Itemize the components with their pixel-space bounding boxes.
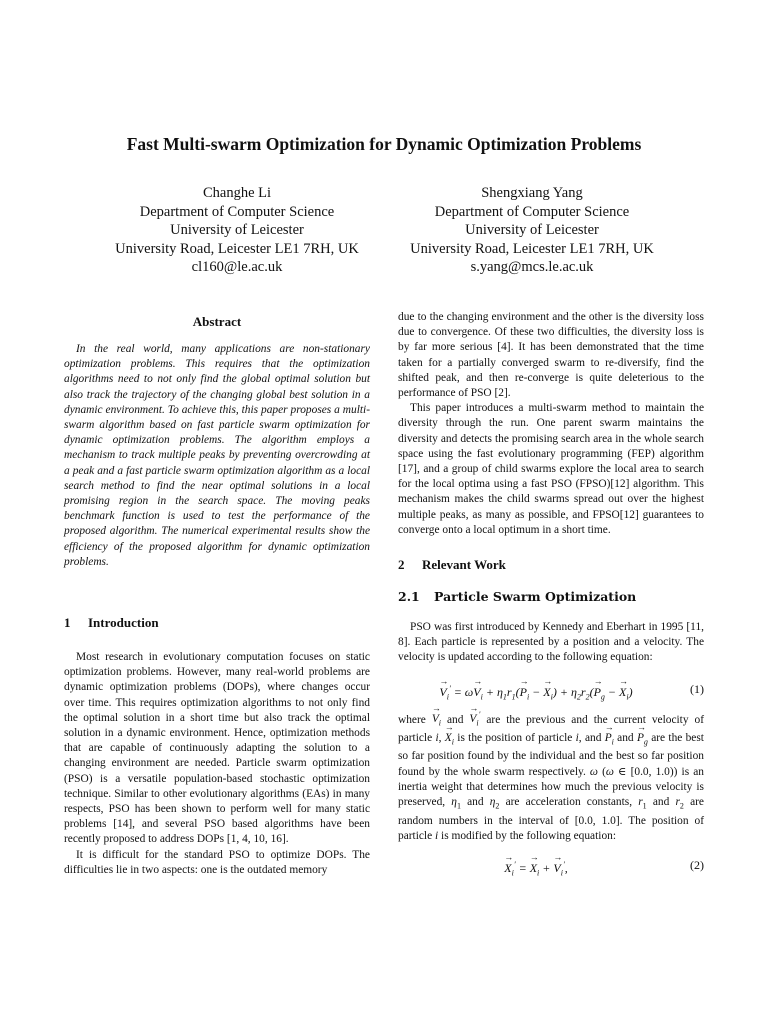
section-heading-introduction [64, 614, 370, 632]
section-title: Relevant Work [422, 557, 506, 573]
abstract-text: In the real world, many applications are non-stationary optimization problems. This requires that the optimization algorithms need to not only find the global optimal solution but also track the trajectory of the changing global best solution in a dynamic environment. To achieve this, this paper proposes a multi-swarm algorithm based on fast particle swarm optimization for dynamic optimization problems. The algorithm employs a mechanism to track multiple peaks by preventing overcrowding at a peak and a fast particle swarm optimization algorithm as a local search method to find the near optimal solutions in a local promising region in the search space. The moving peaks benchmark function is used to test the performance of the proposed algorithm. The numerical experimental results show the efficiency of the proposed algorithm for dynamic optimization problems. [64, 343, 370, 568]
author-name: Shengxiang Yang [481, 185, 583, 201]
intro-paragraph-2-continued: due to the changing environment and the other is the diversity loss due to convergence. Of these two difficulties, the diversity loss is by far more serious [4]. It has been demonstrated that the time taken for a partially converged swarm to re-diversify, find the shifted peak, and then re-converge is quite deleterious to the performance of PSO [2]. [398, 311, 704, 400]
intro-paragraph-3: This paper introduces a multi-swarm method to maintain the diversity through the run. One parent swarm maintains the diversity and detects the promising search area in the whole search space using the fast evolutionary programming (FEP) algorithm [17], and a group of child swarms explore the local area to search for the local optima using a fast PSO (FPSO)[12] algorithm. This mechanism makes the child swarms spread out over the highest multiple peaks, as many as possible, and FPSO[12] guarantees to converge onto a local optimum in a short time. [398, 402, 704, 536]
intro-paragraph-1: Most research in evolutionary computation focuses on static optimization problems. However, many real-world problems are dynamic optimization problems (DOPs), where changes occur over time. This requires optimization algorithms to not only find the optimal solution in a short time but also track the optimal solution in a dynamic environment. Hence, optimization methods that are capable of continuously adapting the solution to a changing environment are needed. Particle swarm optimization (PSO) is a versatile population-based stochastic optimization technique. Similar to other evolutionary algorithms (EAs) in many respects, PSO has been shown to perform well for many static problems [14], and several PSO based algorithms have been recently proposed to address DOPs [1, 4, 10, 16]. [64, 651, 370, 846]
equation-2 [398, 854, 704, 876]
author-block-1 [87, 184, 387, 277]
author-address: University Road, Leicester LE1 7RH, UK [115, 240, 359, 257]
author-block-2 [382, 184, 682, 277]
equation-1-number: (1) [690, 681, 704, 696]
equation-1 [398, 678, 704, 700]
equation-2-number: (2) [690, 857, 704, 872]
author-department: Department of Computer Science [434, 203, 630, 220]
author-department: Department of Computer Science [139, 203, 335, 220]
author-address: University Road, Leicester LE1 7RH, UK [410, 240, 654, 257]
section-heading-relevant-work [398, 556, 704, 574]
author-name: Changhe Li [202, 185, 272, 201]
author-university: University of Leicester [465, 222, 599, 238]
equation-1-formula: → $V_i' = \omega\to V_i + \eta_1r_1(\to P_i$ − → $X_i) + \eta_2r_2(\to P_g$ − → $X_i$) [398, 678, 674, 708]
abstract-heading: Abstract [192, 314, 242, 329]
left-column [64, 310, 370, 878]
author-email: cl160@le.ac.uk [191, 259, 283, 275]
author-university: University of Leicester [170, 222, 304, 238]
intro-paragraph-2: It is difficult for the standard PSO to optimize DOPs. The difficulties lie in two aspects: one is the outdated memory [64, 848, 370, 876]
equation-2-formula: → $X_i'$ = → $X_i$ + → $V_i'$, [398, 854, 674, 884]
author-email: s.yang@mcs.le.ac.uk [470, 259, 594, 275]
section-number: 1 [64, 615, 71, 631]
subsection-title: Particle Swarm Optimization [434, 589, 637, 605]
section-title: Introduction [88, 615, 159, 631]
subsection-heading-pso [398, 588, 704, 606]
pso-paragraph-1: PSO was first introduced by Kennedy and Eberhart in 1995 [11, 8]. Each particle is represented by a position and a velocity. The velocity is updated according to the following equation: [398, 621, 704, 664]
paper-title: Fast Multi-swarm Optimization for Dynamic Optimization Problems [126, 134, 642, 154]
subsection-number: 2.1 [398, 589, 420, 605]
pso-paragraph-2: where → $V_i$ and → $V_i'$ are the previous and the current velocity of particle i, → $X_i$ is the position of particle i, and → $P_i$ and → $P_g$ are the best so far position found by the individual and the best so far position found by the whole swarm respectively. ω (ω ∈ [0.0, 1.0)) is an inertia weight that determines how much the previous velocity is preserved, $\eta_1$ and $\eta_2$ are acceleration constants, $r_1$ and $r_2$ are random numbers in the interval of [0.0, 1.0]. The position of particle i is modified by the following equation: [398, 708, 704, 844]
right-column [398, 310, 704, 884]
section-number: 2 [398, 557, 405, 573]
